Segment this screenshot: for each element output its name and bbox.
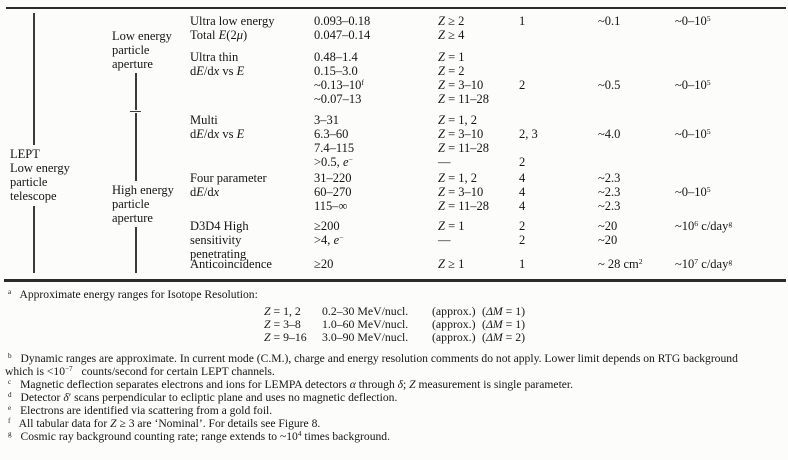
table-cell: Z = 11–28	[438, 92, 490, 106]
table-cell: Anticoincidence	[190, 257, 272, 271]
table-col-charge	[438, 14, 464, 42]
table-top-rule	[6, 7, 786, 9]
table-cell	[675, 64, 711, 78]
iso-dm: (ΔM = 1)	[482, 304, 526, 318]
iso-energy: 3.0–90 MeV/nucl.	[322, 330, 409, 344]
table-col-coinc	[519, 257, 525, 271]
aperture-span-tick	[130, 111, 141, 113]
table-cell	[519, 64, 525, 78]
table-cell: Z = 1, 2	[438, 171, 478, 185]
iso-z: Z = 3–8	[264, 317, 301, 331]
table-cell: 0.047–0.14	[314, 28, 371, 42]
table-cell: Z ≥ 2	[438, 14, 465, 28]
table-cell	[519, 50, 525, 64]
table-cell: $\sim 0-10^5$	[675, 14, 711, 28]
table-cell: Z ≥ 1	[438, 257, 465, 271]
table-cell: Z = 1	[438, 50, 465, 64]
table-cell: $\sim 10^6$ c/day$^g$	[675, 219, 733, 233]
table-col-energy	[314, 50, 364, 106]
table-col-charge	[438, 113, 489, 169]
table-col-range	[675, 14, 711, 28]
aperture-label-line: particle	[112, 43, 150, 57]
table-col-sensor	[190, 50, 244, 78]
aperture-span-line-1	[135, 73, 137, 110]
table-cell: 2	[519, 155, 526, 169]
table-cell: Multi	[190, 113, 218, 127]
table-col-sensor	[190, 257, 272, 271]
table-cell: ~0.1	[598, 14, 621, 28]
aperture-high-label	[112, 183, 174, 225]
table-cell: 115–∞	[314, 199, 348, 213]
table-cell: Total E(2μ)	[190, 28, 248, 42]
aperture-label-line: aperture	[112, 57, 153, 71]
table-col-geom	[598, 113, 620, 141]
table-cell: $\sim 0-10^5$	[675, 127, 711, 141]
table-cell: Z = 11–28	[438, 199, 490, 213]
iso-energy: 1.0–60 MeV/nucl.	[322, 317, 409, 331]
telescope-label-line: Low energy	[10, 161, 70, 175]
table-cell: 4	[519, 185, 526, 199]
table-cell: —	[438, 233, 451, 247]
aperture-label-line: Low energy	[112, 29, 172, 43]
table-cell: Z = 3–10	[438, 185, 484, 199]
table-cell: ~0.5	[598, 78, 621, 92]
table-cell: ~ 28 $cm^2$	[598, 257, 643, 271]
table-col-coinc	[519, 171, 525, 213]
table-col-coinc	[519, 50, 525, 92]
table-bottom-rule	[4, 279, 786, 282]
table-col-sensor	[190, 14, 274, 42]
table-cell: Ultra low energy	[190, 14, 275, 28]
telescope-label-line: particle	[10, 175, 48, 189]
table-col-range	[675, 257, 732, 271]
table-cell	[675, 113, 711, 127]
aperture-span-line-2	[135, 113, 137, 181]
table-cell: Z = 1	[438, 219, 465, 233]
telescope-span-line-upper	[33, 13, 35, 145]
table-cell	[598, 113, 620, 127]
footnote-b-line2: which is $<10^{-7}$ counts/second for certain LEPT channels.	[5, 365, 275, 378]
table-col-geom	[598, 257, 643, 271]
footnote-e: $^e$ Electrons are identified via scattering from a gold foil.	[8, 404, 273, 417]
table-col-sensor	[190, 171, 267, 199]
table-cell: sensitivity	[190, 233, 242, 247]
table-col-coinc	[519, 113, 538, 169]
table-cell: 4	[519, 171, 526, 185]
iso-approx: (approx.)	[432, 304, 476, 318]
table-cell: ~2.3	[598, 199, 621, 213]
table-cell: ~4.0	[598, 127, 621, 141]
table-cell	[598, 50, 620, 64]
footnote-f: $^f$ All tabular data for Z ≥ 3 are ‘Nominal’. For details see Figure 8.	[8, 417, 321, 430]
table-cell: 2, 3	[519, 127, 538, 141]
footnote-a: $^a$ Approximate energy ranges for Isotope Resolution:	[8, 288, 258, 301]
table-cell: dE/dx	[190, 185, 220, 199]
table-cell: penetrating	[190, 247, 247, 261]
table-col-sensor	[190, 219, 249, 261]
table-cell: ≥200	[314, 219, 340, 233]
table-cell: —	[438, 155, 451, 169]
table-col-charge	[438, 171, 489, 213]
footnote-c: $^c$ Magnetic deflection separates electrons and ions for LEMPA detectors α through δ; Z measurement is single parameter.	[8, 378, 574, 391]
table-cell: 60–270	[314, 185, 352, 199]
table-cell: Z = 1, 2	[438, 113, 478, 127]
table-col-geom	[598, 219, 617, 247]
iso-z: Z = 9–16	[264, 330, 307, 344]
table-col-range	[675, 171, 711, 199]
table-cell: 4	[519, 199, 526, 213]
table-cell: 1	[519, 257, 526, 271]
table-cell: ~20	[598, 233, 618, 247]
table-col-energy	[314, 257, 333, 271]
table-col-range	[675, 50, 711, 92]
table-col-geom	[598, 14, 620, 28]
telescope-span-line-lower	[33, 206, 35, 273]
table-cell: Z = 3–10	[438, 78, 484, 92]
iso-dm: (ΔM = 2)	[482, 330, 526, 344]
footnote-b-line1: $^b$ Dynamic ranges are approximate. In current mode (C.M.), charge and energy resolution comments do not apply. Lower limit depends on RTG background	[8, 352, 738, 365]
table-col-charge	[438, 257, 464, 271]
telescope-label-line: LEPT	[10, 147, 40, 161]
table-cell: 6.3–60	[314, 127, 349, 141]
table-cell: Ultra thin	[190, 50, 239, 64]
table-cell: Z ≥ 4	[438, 28, 465, 42]
table-col-charge	[438, 50, 489, 106]
aperture-span-line-3	[135, 227, 137, 273]
table-col-range	[675, 219, 732, 233]
table-cell	[675, 50, 711, 64]
aperture-label-line: aperture	[112, 211, 153, 225]
table-cell: $\sim 0-10^5$	[675, 78, 711, 92]
aperture-low-label	[112, 29, 172, 71]
table-cell: Z = 2	[438, 64, 465, 78]
table-col-coinc	[519, 14, 525, 28]
table-cell: dE/dx vs E	[190, 127, 245, 141]
footnote-g: $^g$ Cosmic ray background counting rate; range extends to $\sim 10^4$ times background.	[8, 430, 390, 443]
table-cell: 3–31	[314, 113, 339, 127]
table-col-energy	[314, 171, 352, 213]
table-cell: ~20	[598, 219, 618, 233]
table-cell: ~0.07–13	[314, 92, 362, 106]
table-col-geom	[598, 171, 620, 213]
table-col-energy	[314, 113, 354, 169]
table-cell: Z = 3–10	[438, 127, 484, 141]
table-cell	[598, 64, 620, 78]
table-col-geom	[598, 50, 620, 92]
table-cell: >4, e−	[314, 233, 344, 247]
table-cell: ~2.3	[598, 171, 621, 185]
table-cell: Four parameter	[190, 171, 267, 185]
aperture-label-line: particle	[112, 197, 150, 211]
table-cell: $\sim 0-10^5$	[675, 185, 711, 199]
iso-approx: (approx.)	[432, 317, 476, 331]
table-cell	[675, 171, 711, 185]
table-cell: 7.4–115	[314, 141, 355, 155]
table-cell: 0.48–1.4	[314, 50, 358, 64]
table-cell: 2	[519, 78, 526, 92]
table-cell: ~2.3	[598, 185, 621, 199]
aperture-label-line: High energy	[112, 183, 174, 197]
table-cell: Z = 11–28	[438, 141, 490, 155]
footnote-d: $^d$ Detector δ′ scans perpendicular to ecliptic plane and uses no magnetic deflection.	[8, 391, 398, 404]
table-cell: ~0.13–10$^f$	[314, 78, 364, 92]
table-cell: 2	[519, 233, 526, 247]
table-cell: D3D4 High	[190, 219, 249, 233]
table-cell: 2	[519, 219, 526, 233]
iso-approx: (approx.)	[432, 330, 476, 344]
table-cell	[519, 113, 538, 127]
table-cell: 0.093–0.18	[314, 14, 371, 28]
table-cell: 1	[519, 14, 526, 28]
table-col-range	[675, 113, 711, 141]
table-cell: 0.15–3.0	[314, 64, 358, 78]
iso-dm: (ΔM = 1)	[482, 317, 526, 331]
table-cell: dE/dx vs E	[190, 64, 245, 78]
table-col-coinc	[519, 219, 525, 247]
table-col-sensor	[190, 113, 244, 141]
table-col-energy	[314, 14, 370, 42]
iso-z: Z = 1, 2	[264, 304, 301, 318]
iso-energy: 0.2–30 MeV/nucl.	[322, 304, 409, 318]
table-cell	[519, 141, 538, 155]
table-cell: ≥20	[314, 257, 334, 271]
telescope-label	[10, 147, 70, 203]
table-col-energy	[314, 219, 344, 247]
table-cell: 31–220	[314, 171, 352, 185]
telescope-label-line: telescope	[10, 189, 57, 203]
table-cell: $\sim 10^7$ c/day$^g$	[675, 257, 733, 271]
isotope-resolution-row	[264, 331, 525, 344]
table-col-charge	[438, 219, 465, 247]
table-cell: >0.5, e−	[314, 155, 353, 169]
